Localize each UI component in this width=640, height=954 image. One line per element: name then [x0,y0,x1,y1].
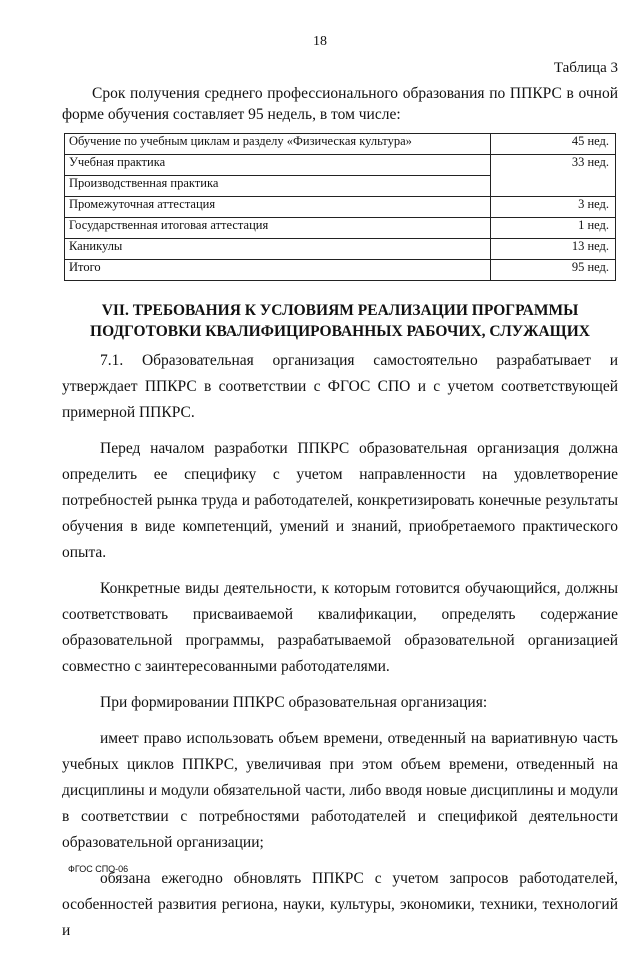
table-cell-value: 33 нед. [491,155,616,197]
footer-code: ФГОС СПО-06 [68,864,129,874]
body-paragraph: имеет право использовать объем времени, отведенный на вариативную часть учебных циклов ППКРС, увеличивая при этом объем времени, отведенный на дисциплины и модули обязательной части, либо вводя новые дисциплины и модули в соответствии с потребностями работодателей и спецификой деятельности образовательной организации; [62,730,618,851]
table-caption: Таблица 3 [553,60,618,76]
table-row [65,239,616,260]
body-paragraph: обязана ежегодно обновлять ППКРС с учетом запросов работодателей, особенностей развития региона, науки, культуры, экономики, техники, технологий и [62,870,618,939]
table-cell-label: Государственная итоговая аттестация [65,218,491,239]
table-row [65,155,616,176]
body-paragraph: Конкретные виды деятельности, к которым готовится обучающийся, должны соответствовать присваиваемой квалификации, определять содержание образовательной программы, разрабатываемой образовательной организацией совместно с заинтересованными работодателями. [62,580,618,675]
table-row [65,197,616,218]
study-duration-table [64,133,616,281]
table-row [65,218,616,239]
body-paragraph: При формировании ППКРС образовательная организация: [100,694,488,711]
section-heading-line2: ПОДГОТОВКИ КВАЛИФИЦИРОВАННЫХ РАБОЧИХ, СЛУЖАЩИХ [90,323,590,340]
intro-paragraph: Срок получения среднего профессионального образования по ППКРС в очной форме обучения составляет 95 недель, в том числе: [62,85,618,123]
table-cell-label: Производственная практика [65,176,491,197]
section-body [62,348,618,954]
table-cell-label: Обучение по учебным циклам и разделу «Физическая культура» [65,134,491,155]
table-cell-value: 95 нед. [491,260,616,281]
table-cell-label: Каникулы [65,239,491,260]
table-cell-label: Промежуточная аттестация [65,197,491,218]
section-heading [62,300,618,342]
body-paragraph: Перед началом разработки ППКРС образовательная организация должна определить ее специфику с учетом направленности на удовлетворение потребностей рынка труда и работодателей, конкретизировать конечные результаты обучения в виде компетенций, умений и знаний, приобретаемого практического опыта. [62,440,618,561]
table-cell-value: 13 нед. [491,239,616,260]
table-cell-value: 45 нед. [491,134,616,155]
page-number: 18 [313,34,327,49]
section-heading-line1: VII. ТРЕБОВАНИЯ К УСЛОВИЯМ РЕАЛИЗАЦИИ ПРОГРАММЫ [101,302,579,319]
table-row [65,260,616,281]
table-cell-label: Учебная практика [65,155,491,176]
table-cell-label: Итого [65,260,491,281]
body-paragraph: 7.1. Образовательная организация самостоятельно разрабатывает и утверждает ППКРС в соответствии с ФГОС СПО и с учетом соответствующей примерной ППКРС. [62,352,618,421]
table-row [65,134,616,155]
table-cell-value: 1 нед. [491,218,616,239]
table-cell-value: 3 нед. [491,197,616,218]
